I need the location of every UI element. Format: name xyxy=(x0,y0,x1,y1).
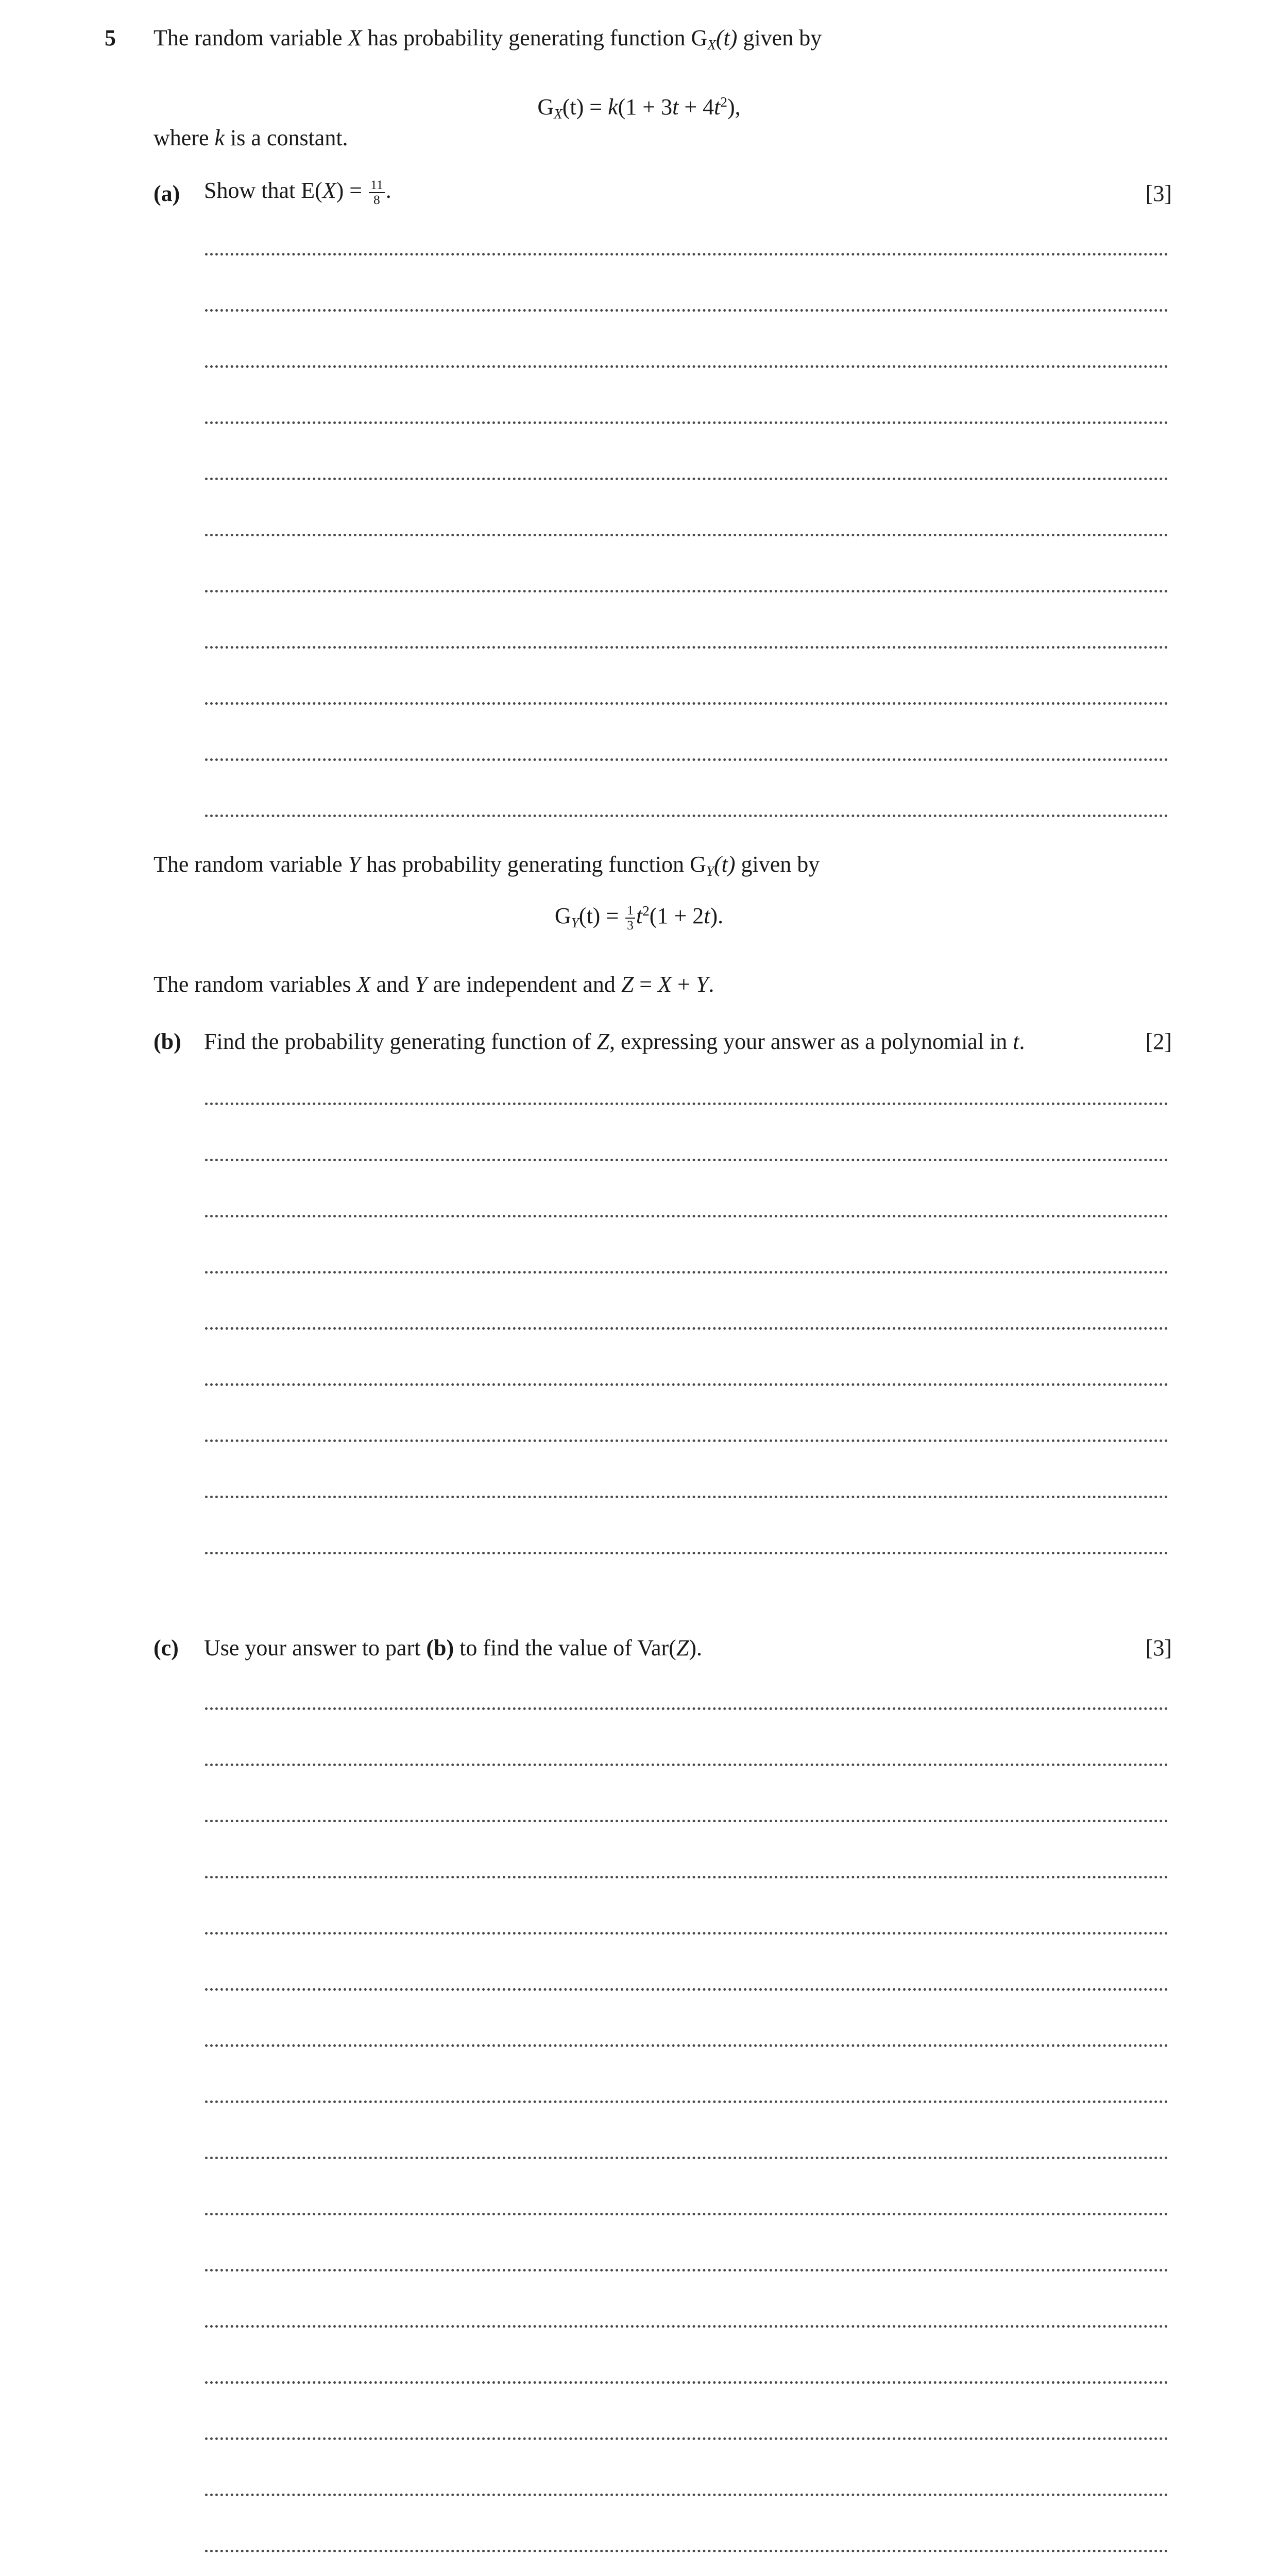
part-b-marks: [2] xyxy=(1145,1029,1172,1054)
answer-line[interactable] xyxy=(205,2044,1168,2047)
part-c-text: Use your answer to part (b) to find the value of Var(Z). xyxy=(204,1635,702,1660)
part-b-label: (b) xyxy=(154,1029,181,1054)
answer-line[interactable] xyxy=(205,1271,1168,1274)
answer-line[interactable] xyxy=(205,758,1168,761)
part-b-text: Find the probability generating function of Z, expressing your answer as a polynomial in t. xyxy=(204,1029,1025,1054)
pgf-y-equation: $G_Y(t)$ = $\frac{1}{3}$ $t^2(1 + 2t)$. xyxy=(554,903,724,933)
answer-line[interactable] xyxy=(205,2157,1168,2159)
answer-line[interactable] xyxy=(205,646,1168,649)
answer-line[interactable] xyxy=(205,1552,1168,1554)
question-intro-y: The random variable Y has probability generating function $G_Y(t)$ given by xyxy=(154,852,820,879)
answer-line[interactable] xyxy=(205,1327,1168,1330)
answer-line[interactable] xyxy=(205,253,1168,256)
answer-line[interactable] xyxy=(205,1820,1168,1822)
answer-line[interactable] xyxy=(205,815,1168,817)
part-a-marks: [3] xyxy=(1145,181,1172,206)
answer-line[interactable] xyxy=(205,2325,1168,2328)
fraction-11-8: $\frac{11}{8}$ xyxy=(369,178,385,207)
part-a-text: Show that E(X) = $\frac{11}{8}$ . xyxy=(204,177,391,207)
answer-line[interactable] xyxy=(205,421,1168,424)
answer-line[interactable] xyxy=(205,1159,1168,1161)
answer-line[interactable] xyxy=(205,2381,1168,2384)
answer-line[interactable] xyxy=(205,1988,1168,1991)
answer-line[interactable] xyxy=(205,309,1168,312)
answer-line[interactable] xyxy=(205,2100,1168,2103)
answer-line[interactable] xyxy=(205,534,1168,536)
answer-line[interactable] xyxy=(205,1707,1168,1710)
part-c-label: (c) xyxy=(154,1635,179,1660)
answer-line[interactable] xyxy=(205,1215,1168,1217)
question-number: 5 xyxy=(105,25,116,50)
answer-line[interactable] xyxy=(205,2269,1168,2272)
answer-line[interactable] xyxy=(205,2494,1168,2496)
independence-statement: The random variables X and Y are independent and Z = X + Y. xyxy=(154,972,714,997)
answer-line[interactable] xyxy=(205,702,1168,705)
question-intro: The random variable X has probability generating function $G_X(t)$ given by xyxy=(154,25,822,53)
answer-line[interactable] xyxy=(205,365,1168,368)
answer-line[interactable] xyxy=(205,1876,1168,1878)
fraction-1-3: $\frac{1}{3}$ xyxy=(625,904,635,933)
part-a-label: (a) xyxy=(154,181,180,206)
answer-line[interactable] xyxy=(205,1764,1168,1766)
answer-line[interactable] xyxy=(205,1496,1168,1498)
answer-line[interactable] xyxy=(205,1439,1168,1442)
answer-line[interactable] xyxy=(205,1383,1168,1386)
pgf-x-equation: $G_X(t) = k(1 + 3t + 4t^2)$, xyxy=(537,94,741,122)
answer-line[interactable] xyxy=(205,1932,1168,1935)
part-c-marks: [3] xyxy=(1145,1635,1172,1660)
answer-line[interactable] xyxy=(205,590,1168,592)
answer-line[interactable] xyxy=(205,1103,1168,1105)
answer-line[interactable] xyxy=(205,2437,1168,2440)
answer-line[interactable] xyxy=(205,2550,1168,2552)
answer-line[interactable] xyxy=(205,478,1168,480)
where-k-constant: where k is a constant. xyxy=(154,125,348,150)
answer-line[interactable] xyxy=(205,2213,1168,2215)
